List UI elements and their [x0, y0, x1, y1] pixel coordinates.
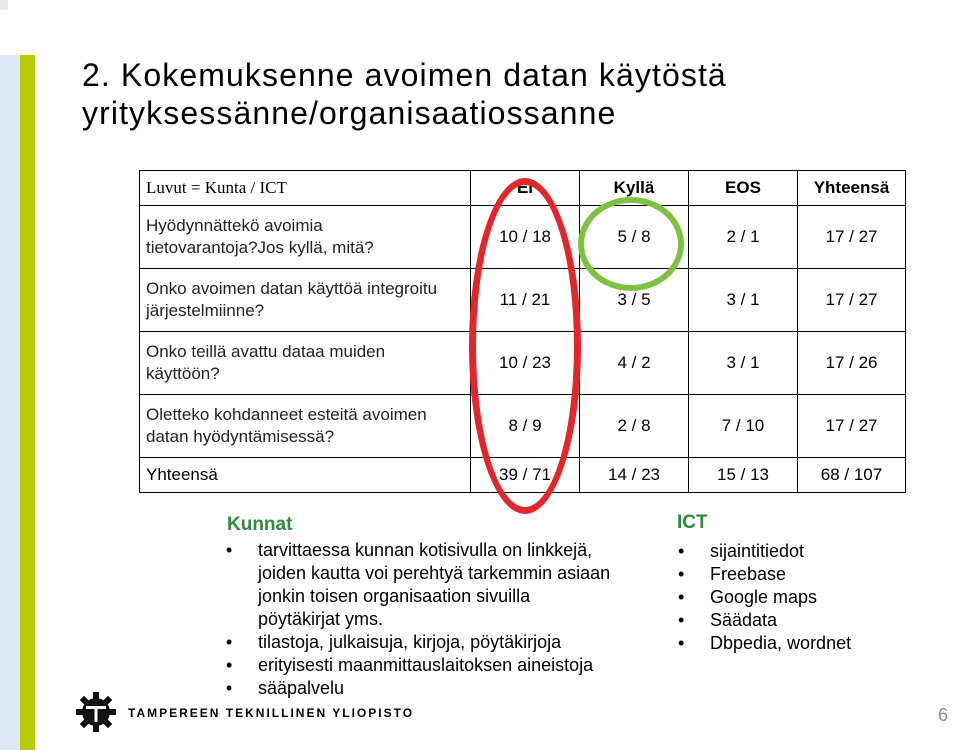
row-label-line: järjestelmiinne? [146, 301, 265, 320]
row-label-line: tietovarantoja?Jos kyllä, mitä? [146, 238, 374, 257]
table-header-cell: Kyllä [580, 171, 689, 206]
slide-title [82, 56, 727, 132]
row-label [140, 395, 471, 458]
red-highlight-ellipse [469, 178, 581, 514]
table-cell: 3 / 1 [689, 332, 798, 395]
table-cell: 10 / 18 [471, 206, 580, 269]
row-label-line: Onko teillä avattu dataa muiden [146, 342, 386, 361]
table-header-cell: EOS [689, 171, 798, 206]
row-label-line: datan hyödyntämisessä? [146, 427, 335, 446]
table-cell: 4 / 2 [580, 332, 689, 395]
table-cell: 39 / 71 [471, 458, 580, 493]
list-item [226, 677, 646, 700]
list-item: • sijaintitiedot [678, 540, 928, 563]
table-cell: 2 / 1 [689, 206, 798, 269]
list-item-line: joiden kautta voi perehtyä tarkemmin asiaan [258, 563, 611, 583]
row-label [140, 206, 471, 269]
list-item: • Freebase [678, 563, 928, 586]
table-cell: 11 / 21 [471, 269, 580, 332]
list-item-line: erityisesti maanmittauslaitoksen aineistoja [258, 655, 594, 675]
list-item-line: tilastoja, julkaisuja, kirjoja, pöytäkirjoja [258, 632, 562, 652]
slide-title-line1: 2. Kokemuksenne avoimen datan käytöstä [82, 57, 727, 93]
slide-title-line2: yrityksessänne/organisaatiossanne [82, 95, 617, 131]
table-header-cell: Yhteensä [798, 171, 906, 206]
table-cell: 17 / 27 [798, 269, 906, 332]
table-cell: 17 / 27 [798, 395, 906, 458]
table-cell: 8 / 9 [471, 395, 580, 458]
kunnat-list [226, 539, 646, 700]
corner-decoration [0, 0, 8, 10]
list-item-line: sääpalvelu [258, 678, 345, 698]
row-label [140, 332, 471, 395]
list-item [226, 654, 646, 677]
side-stripe-green [20, 55, 35, 750]
table-cell: 17 / 26 [798, 332, 906, 395]
page-number: 6 [937, 705, 948, 725]
table-header-cell: Ei [471, 171, 580, 206]
list-item [226, 539, 646, 631]
list-item: • Säädata [678, 609, 928, 632]
list-item: • Dbpedia, wordnet [678, 632, 928, 655]
row-label-line: Hyödynnättekö avoimia [146, 216, 323, 235]
total-label: Yhteensä [140, 458, 471, 493]
table-cell: 68 / 107 [798, 458, 906, 493]
gear-logo-icon [74, 690, 118, 734]
table-cell: 15 / 13 [689, 458, 798, 493]
table-cell: 5 / 8 [580, 206, 689, 269]
kunnat-heading: Kunnat [227, 514, 293, 535]
list-item [226, 631, 646, 654]
ict-heading: ICT [677, 512, 708, 533]
table-cell: 10 / 23 [471, 332, 580, 395]
table-cell: 2 / 8 [580, 395, 689, 458]
table-cell: 7 / 10 [689, 395, 798, 458]
row-label-line: käyttöön? [146, 364, 220, 383]
list-item-line: tarvittaessa kunnan kotisivulla on linkkejä, [258, 540, 593, 560]
university-name: TAMPEREEN TEKNILLINEN YLIOPISTO [128, 706, 415, 720]
table-header-cell: Luvut = Kunta / ICT [140, 171, 471, 206]
list-item-line: jonkin toisen organisaation sivuilla [258, 586, 531, 606]
row-label [140, 269, 471, 332]
table-cell: 3 / 5 [580, 269, 689, 332]
list-item: • Google maps [678, 586, 928, 609]
ict-list [678, 540, 928, 655]
table-cell: 3 / 1 [689, 269, 798, 332]
list-item-line: pöytäkirjat yms. [258, 609, 384, 629]
row-label-line: Oletteko kohdanneet esteitä avoimen [146, 405, 427, 424]
green-highlight-ellipse [578, 197, 684, 291]
row-label-line: Onko avoimen datan käyttöä integroitu [146, 279, 438, 298]
table-cell: 17 / 27 [798, 206, 906, 269]
side-stripe-blue [0, 55, 20, 750]
table-cell: 14 / 23 [580, 458, 689, 493]
